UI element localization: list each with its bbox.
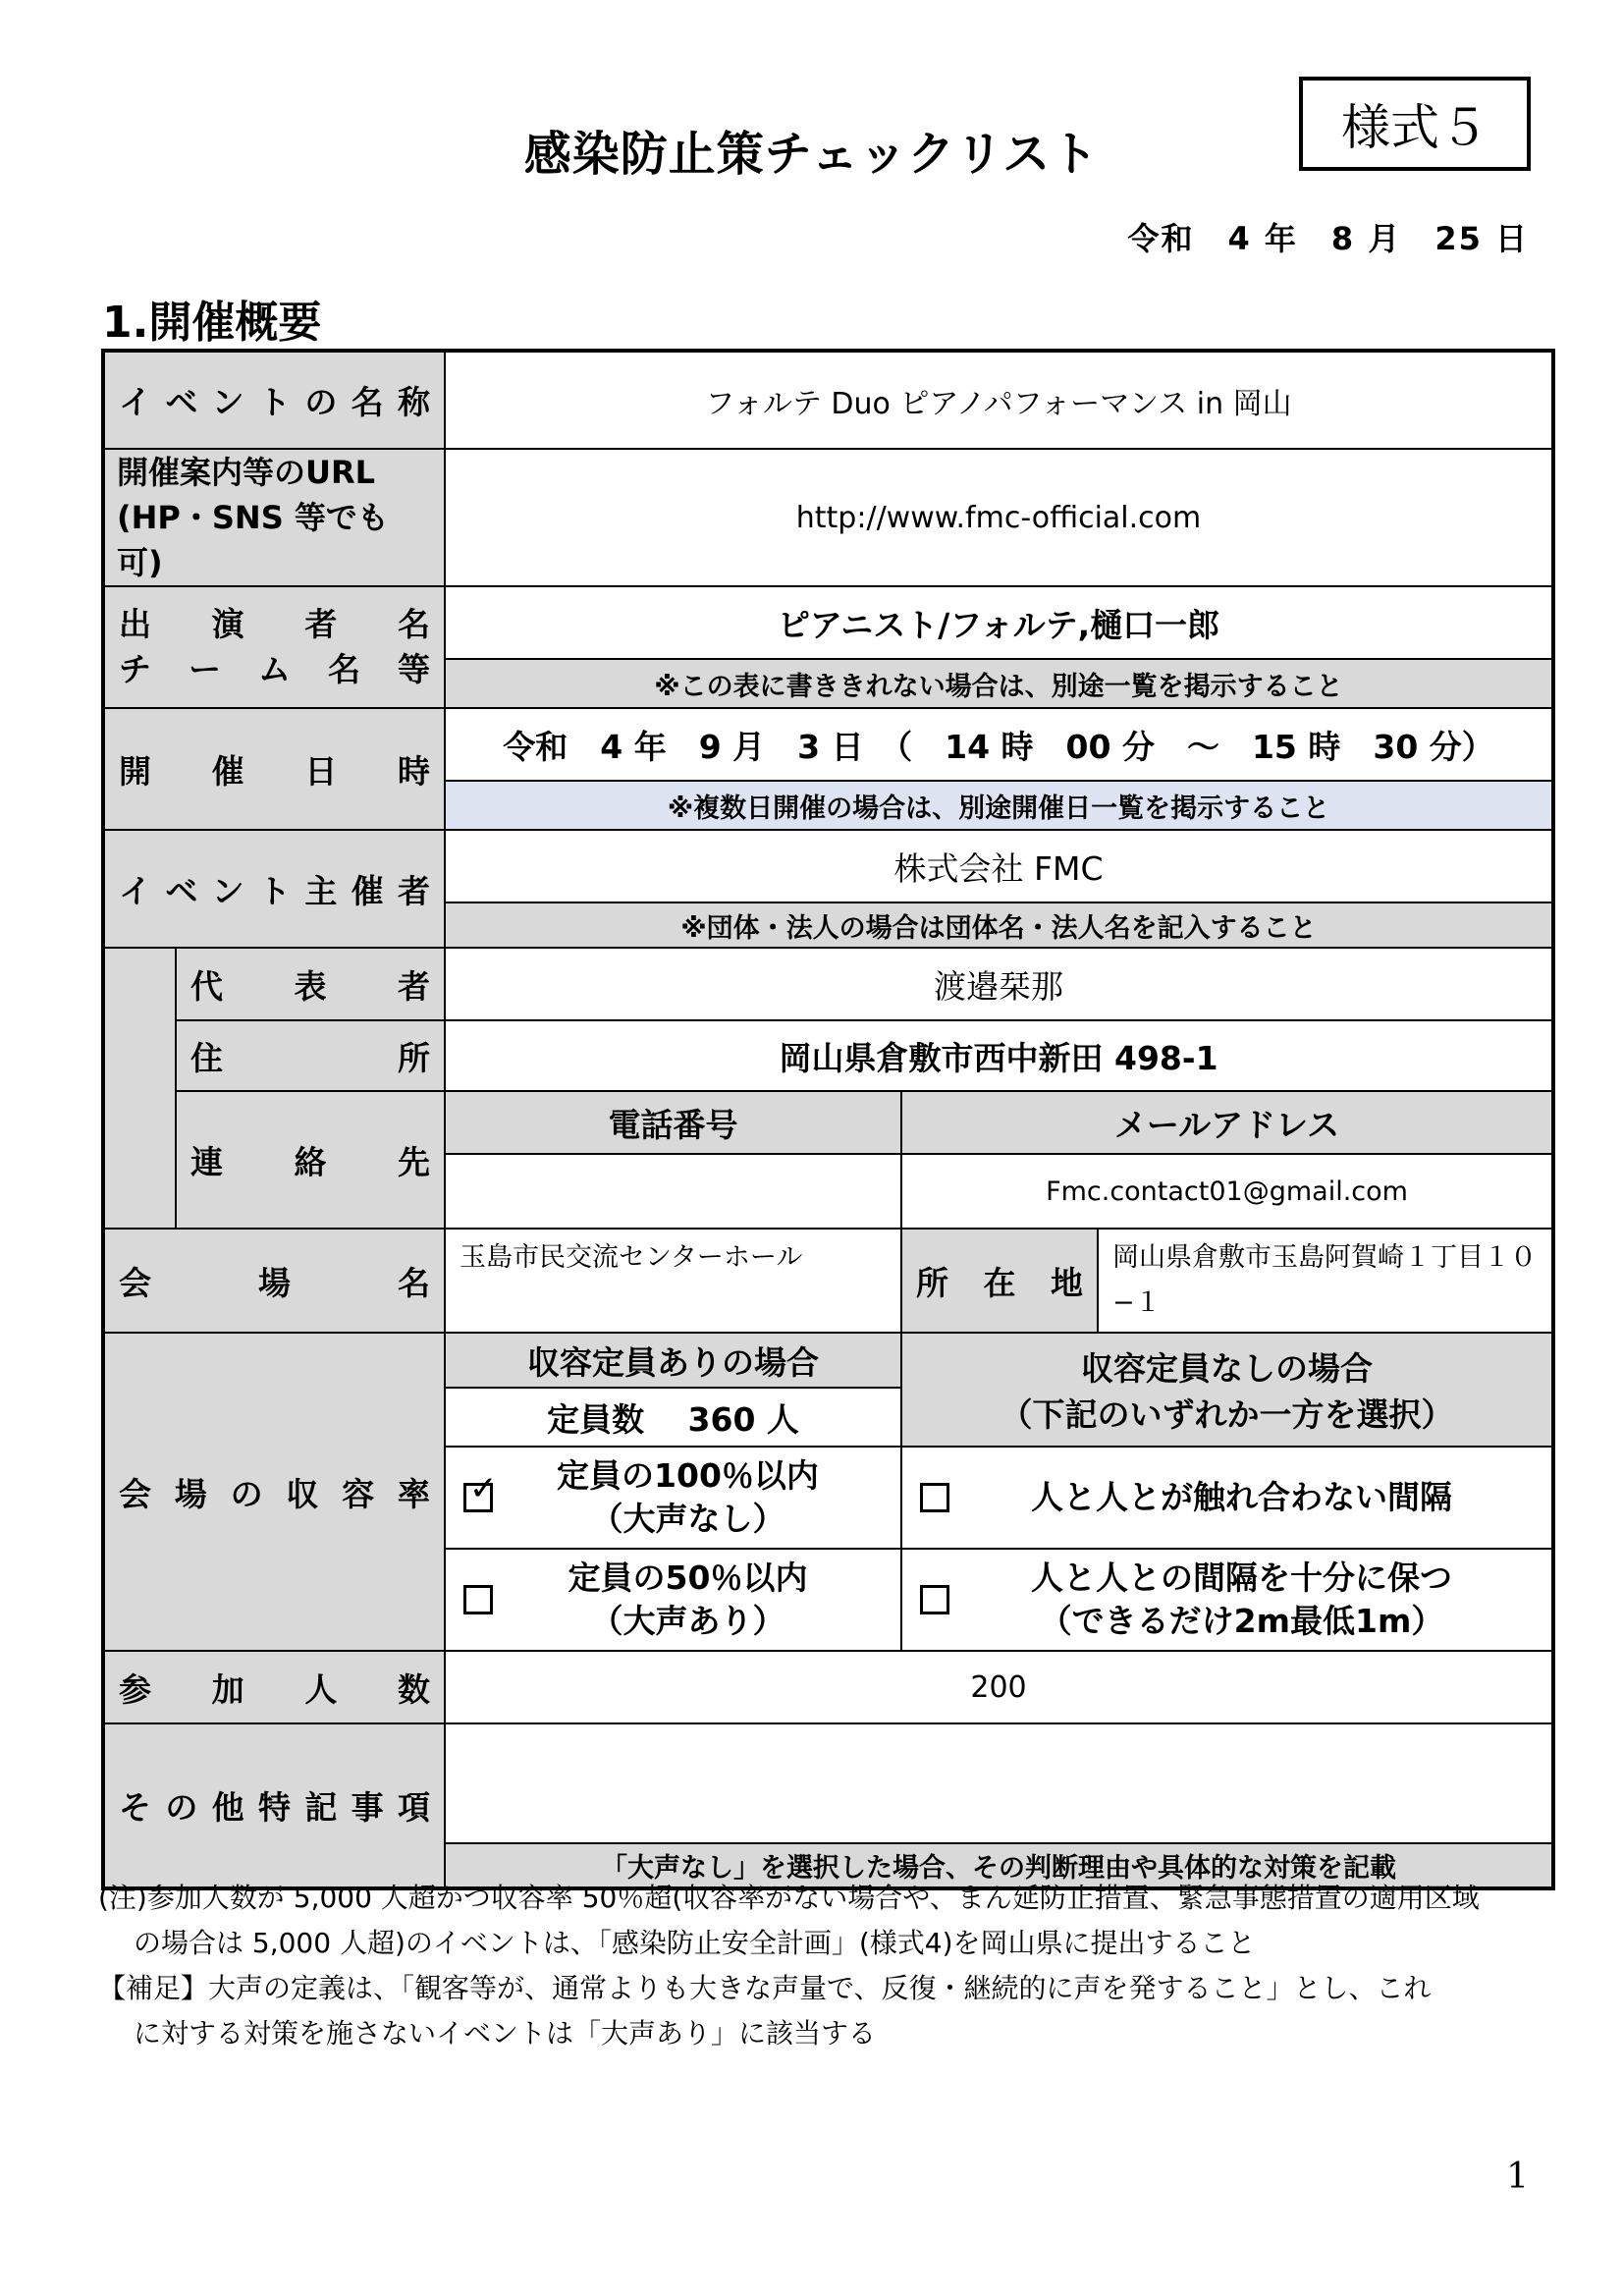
venue-label — [103, 1229, 445, 1333]
capacity-count: 定員数 360 人 — [445, 1388, 901, 1447]
option-sufficient-spacing-sublabel: （できるだけ2m最低1m） — [1039, 1602, 1444, 1640]
overview-table — [101, 349, 1555, 1890]
label-char: 催 — [351, 871, 384, 910]
performer-label — [103, 586, 445, 708]
label-char: ベ — [165, 383, 198, 421]
label-char: 連 — [190, 1142, 223, 1181]
label-char: ム — [258, 650, 291, 688]
label-char: 名 — [397, 605, 430, 643]
label-char: 所 — [398, 1038, 430, 1077]
label-char: ト — [257, 383, 291, 421]
label-char: ベ — [165, 871, 198, 910]
option-100-percent-label: 定員の100％以内 — [557, 1456, 819, 1495]
option-sufficient-spacing-checkbox[interactable] — [920, 1585, 949, 1614]
label-char: 名 — [398, 1263, 430, 1302]
venue-value: 玉島市民交流センターホール — [445, 1229, 901, 1333]
organizer-row — [103, 830, 1553, 902]
label-char: 者 — [397, 871, 430, 910]
label-char: ー — [189, 650, 221, 688]
organizer-detail-spacer — [103, 948, 176, 1229]
label-char: 主 — [304, 871, 338, 910]
page-title: 感染防止策チェックリスト — [523, 127, 1100, 182]
label-char: 会 — [119, 1263, 151, 1302]
url-label-line1: 開催案内等のURL — [117, 454, 376, 491]
label-char: 称 — [397, 383, 430, 421]
datetime-label — [103, 708, 445, 830]
representative-label — [176, 948, 445, 1020]
document-date: 令和 4 年 8 月 25 日 — [1127, 220, 1529, 257]
label-char: 時 — [397, 751, 430, 791]
address-row — [103, 1020, 1553, 1091]
label-char: イ — [119, 871, 151, 910]
label-char: ン — [211, 871, 244, 910]
remarks-note: 「大声なし」を選択した場合、その判断理由や具体的な対策を記載 — [445, 1843, 1553, 1888]
label-char: 容 — [342, 1474, 375, 1513]
address-label — [176, 1020, 445, 1091]
url-label — [103, 449, 445, 586]
footnote-line-2: の場合は 5,000 人超)のイベントは、「感染防止安全計画」(様式4)を岡山県に提出すること — [134, 1927, 1256, 1959]
label-char: 在 — [983, 1263, 1016, 1302]
label-char: 者 — [304, 605, 338, 643]
performer-row — [103, 586, 1553, 659]
label-char: 演 — [211, 605, 244, 643]
organizer-value: 株式会社 FMC — [445, 830, 1553, 902]
page-number: 1 — [1506, 2157, 1529, 2197]
contact-label — [176, 1091, 445, 1229]
label-char: 絡 — [294, 1142, 327, 1181]
location-value: 岡山県倉敷市玉島阿賀崎１丁目１０−１ — [1098, 1229, 1553, 1333]
capacity-header-row — [103, 1333, 1553, 1388]
label-char: 人 — [304, 1669, 338, 1709]
option-50-percent-label: 定員の50％以内 — [568, 1558, 808, 1597]
url-label-line2: (HP・SNS 等でも可) — [117, 499, 389, 581]
without-capacity-header-line2: （下記のいずれか一方を選択） — [1000, 1395, 1454, 1434]
datetime-note: ※複数日開催の場合は、別途開催日一覧を掲示すること — [445, 781, 1553, 830]
venue-row — [103, 1229, 1553, 1333]
option-50-percent-checkbox[interactable] — [463, 1585, 493, 1614]
label-char: チ — [119, 650, 151, 688]
label-char: 出 — [119, 605, 151, 643]
footnote-line-1: (注)参加人数が 5,000 人超かつ収容率 50％超(収容率がない場合や、まん延防止措置、緊急事態措置の適用区域 — [98, 1882, 1480, 1914]
label-char: 名 — [351, 383, 384, 421]
label-char: 他 — [211, 1788, 244, 1827]
label-char: 名 — [328, 650, 360, 688]
footnote — [98, 1876, 1551, 2056]
label-char: 数 — [397, 1669, 430, 1709]
option-no-contact-spacing-checkbox[interactable] — [920, 1483, 949, 1512]
datetime-value: 令和 4 年 9 月 3 日 （ 14 時 00 分 ～ 15 時 30 分） — [445, 708, 1553, 781]
organizer-note: ※団体・法人の場合は団体名・法人名を記入すること — [445, 902, 1553, 948]
label-char: 記 — [304, 1788, 338, 1827]
event-name-label — [103, 351, 445, 449]
form-number-badge: 様式５ — [1299, 77, 1531, 171]
label-char: 会 — [119, 1474, 151, 1513]
phone-value — [445, 1154, 901, 1229]
option-sufficient-spacing[interactable] — [901, 1549, 1553, 1651]
event-name-value: フォルテ Duo ピアノパフォーマンス in 岡山 — [445, 351, 1553, 449]
label-char: 開 — [119, 751, 151, 791]
without-capacity-header-line1: 収容定員なしの場合 — [1081, 1349, 1374, 1388]
option-100-percent[interactable] — [445, 1447, 901, 1549]
label-char: 表 — [294, 966, 327, 1006]
option-100-percent-checkbox[interactable] — [463, 1469, 498, 1512]
option-50-percent-sublabel: （大声あり） — [590, 1602, 785, 1640]
url-value: http://www.fmc-official.com — [445, 449, 1553, 586]
label-char: 特 — [257, 1788, 291, 1827]
section-title: 1.開催概要 — [102, 298, 322, 348]
label-char: 収 — [286, 1474, 319, 1513]
capacity-label — [103, 1333, 445, 1651]
option-sufficient-spacing-label: 人と人との間隔を十分に保つ — [1031, 1558, 1453, 1597]
remarks-row — [103, 1723, 1553, 1843]
label-char: 参 — [119, 1669, 151, 1709]
label-char: の — [230, 1474, 263, 1513]
label-char: 催 — [211, 751, 244, 791]
participants-row — [103, 1651, 1553, 1723]
label-char: イ — [119, 383, 151, 421]
label-char: 事 — [351, 1788, 384, 1827]
label-char: ト — [257, 871, 291, 910]
organizer-label — [103, 830, 445, 948]
participants-label — [103, 1651, 445, 1723]
footnote-line-4: に対する対策を施さないイベントは「大声あり」に該当する — [134, 2017, 877, 2050]
with-capacity-header: 収容定員ありの場合 — [445, 1333, 901, 1388]
phone-header: 電話番号 — [445, 1091, 901, 1154]
option-100-percent-sublabel: （大声なし） — [590, 1500, 785, 1538]
check-mark-icon: ✓ — [469, 1469, 498, 1508]
label-char: 代 — [190, 966, 223, 1006]
option-no-contact-spacing-label: 人と人とが触れ合わない間隔 — [1031, 1478, 1453, 1516]
label-char: 所 — [916, 1263, 948, 1302]
participants-value: 200 — [445, 1651, 1553, 1723]
label-char: 場 — [174, 1474, 207, 1513]
label-char: の — [304, 383, 338, 421]
label-char: 加 — [211, 1669, 244, 1709]
label-char: 日 — [304, 751, 338, 791]
email-value: Fmc.contact01@gmail.com — [901, 1154, 1553, 1229]
label-char: 等 — [398, 650, 430, 688]
event-name-row — [103, 351, 1553, 449]
url-row — [103, 449, 1553, 586]
label-char: 項 — [397, 1788, 430, 1827]
remarks-value — [445, 1723, 1553, 1843]
label-char: ン — [211, 383, 244, 421]
performer-note: ※この表に書ききれない場合は、別途一覧を掲示すること — [445, 659, 1553, 708]
label-char: 地 — [1051, 1263, 1083, 1302]
address-value: 岡山県倉敷市西中新田 498-1 — [445, 1020, 1553, 1091]
contact-header-row — [103, 1091, 1553, 1154]
remarks-label — [103, 1723, 445, 1888]
label-char: 率 — [397, 1474, 430, 1513]
label-char: の — [165, 1788, 198, 1827]
option-50-percent[interactable] — [445, 1549, 901, 1651]
label-char: 者 — [398, 966, 430, 1006]
email-header: メールアドレス — [901, 1091, 1553, 1154]
location-label — [901, 1229, 1098, 1333]
label-char: 場 — [258, 1263, 291, 1302]
label-char: そ — [119, 1788, 151, 1827]
representative-value: 渡邉栞那 — [445, 948, 1553, 1020]
performer-value: ピアニスト/フォルテ,樋口一郎 — [445, 586, 1553, 659]
datetime-row — [103, 708, 1553, 781]
without-capacity-header — [901, 1333, 1553, 1447]
label-char: 住 — [190, 1038, 223, 1077]
representative-row — [103, 948, 1553, 1020]
label-char: 先 — [398, 1142, 430, 1181]
option-no-contact-spacing[interactable] — [901, 1447, 1553, 1549]
footnote-line-3: 【補足】大声の定義は、「観客等が、通常よりも大きな声量で、反復・継続的に声を発すること」とし、これ — [98, 1972, 1432, 2004]
